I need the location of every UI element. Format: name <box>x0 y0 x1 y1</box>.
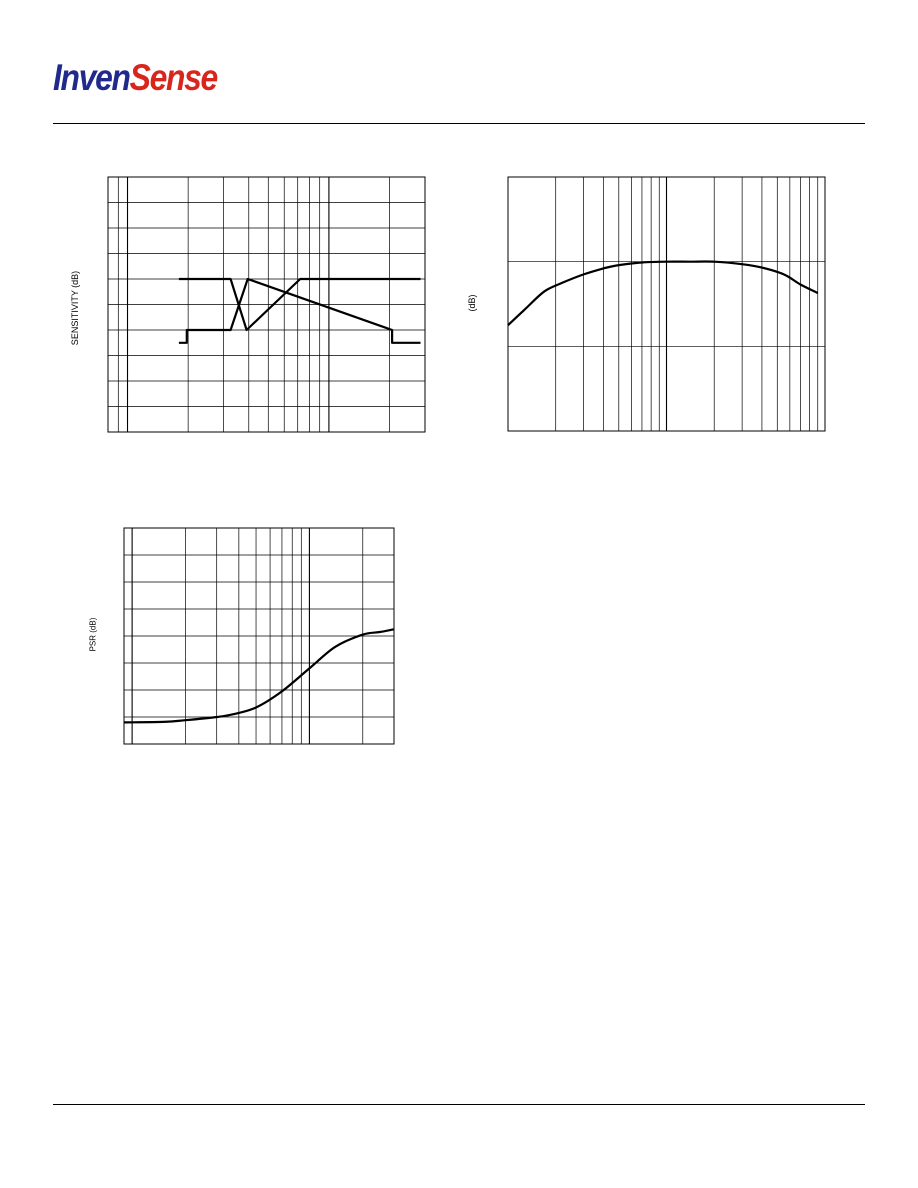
logo-part-inven: Inven <box>53 57 130 98</box>
chart3-series-0-line <box>124 629 394 722</box>
chart2-series-0-line <box>508 261 818 325</box>
chart1-ylabel: SENSITIVITY (dB) <box>70 270 80 346</box>
logo-part-sense: Sense <box>129 57 217 98</box>
frequency-response-chart <box>508 177 825 431</box>
psr-chart <box>124 528 394 744</box>
sensitivity-chart <box>108 177 425 432</box>
chart2-ylabel: (dB) <box>467 294 477 312</box>
chart3-ylabel: PSR (dB) <box>88 617 98 652</box>
chart1-series-1-line <box>179 279 421 343</box>
